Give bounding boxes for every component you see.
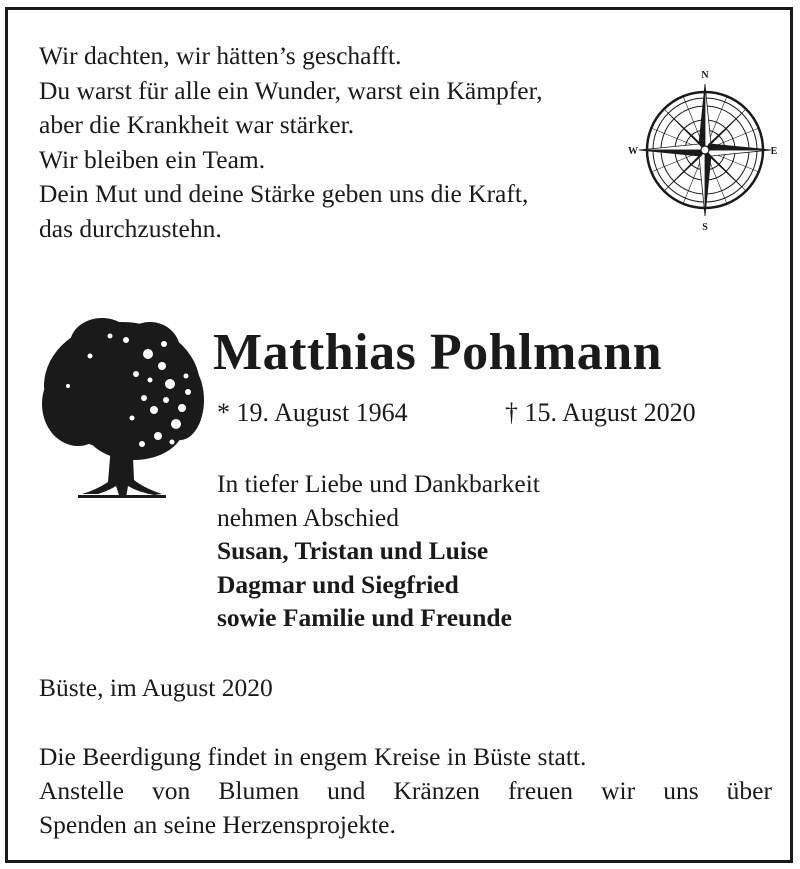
obituary-frame [5,7,793,863]
mourner-names: Dagmar und Siegfried [217,569,459,599]
compass-w: W [628,146,638,157]
place-date: Büste, im August 2020 [39,673,273,702]
compass-s: S [702,222,708,233]
mourners [217,467,540,635]
poem-line: Dein Mut und deine Stärke geben uns die Kraft, [39,179,529,208]
notice-line: Anstelle von Blumen und Kränzen freuen wir uns über [39,776,772,805]
poem [39,39,659,246]
mourners-intro: nehmen Abschied [217,502,399,532]
poem-line: Du warst für alle ein Wunder, warst ein Kämpfer, [39,75,543,105]
notice-line: Spenden an seine Herzensprojekte. [39,810,396,839]
compass-rose-icon [628,64,776,232]
mourner-names: Susan, Tristan und Luise [217,536,489,565]
mourners-intro: In tiefer Liebe und Dankbarkeit [217,469,540,498]
deceased-name: Matthias Pohlmann [213,324,663,381]
poem-line: aber die Krankheit war stärker. [39,110,355,139]
tree-icon [38,314,206,504]
poem-line: Wir dachten, wir hätten’s geschafft. [39,41,402,70]
poem-line: Wir bleiben ein Team. [39,144,266,174]
mourner-names: sowie Familie und Freunde [217,603,512,632]
notice-line: Die Beerdigung findet in engem Kreise in Büste statt. [39,742,587,771]
compass-e: E [770,146,778,157]
birth-date: * 19. August 1964 [217,398,408,427]
funeral-notice [39,740,772,842]
death-date: † 15. August 2020 [505,398,696,427]
poem-line: das durchzustehn. [39,213,222,243]
compass-n: N [701,70,709,81]
